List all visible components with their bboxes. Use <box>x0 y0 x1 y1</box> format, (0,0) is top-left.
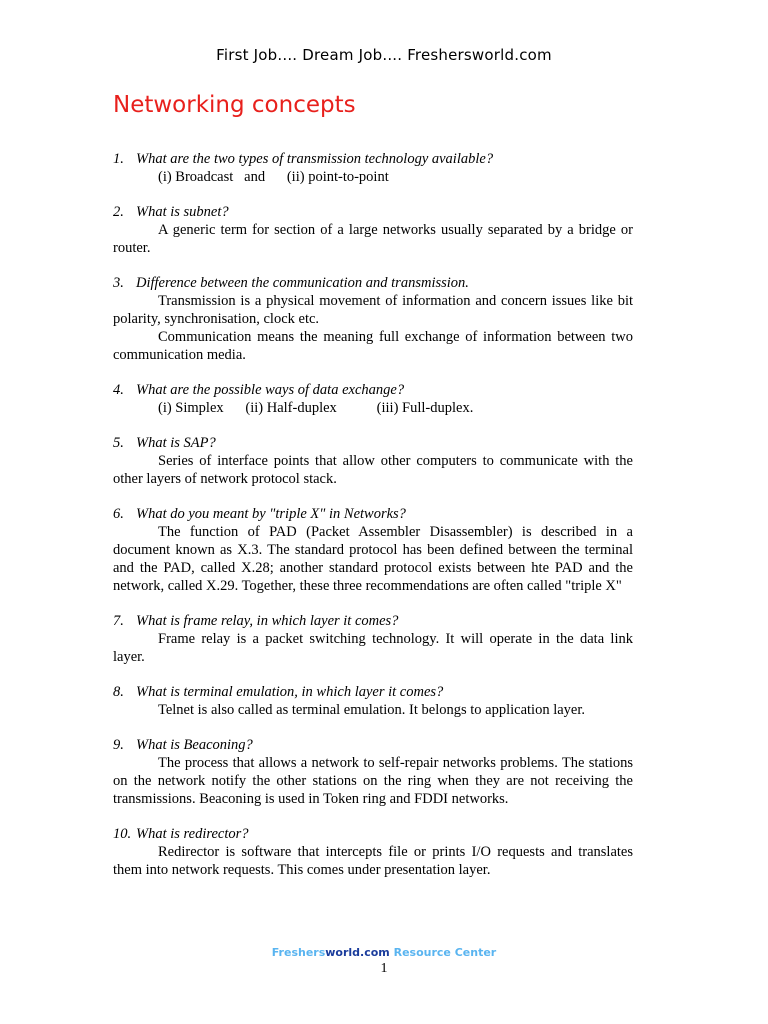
qa-item-10 <box>113 825 633 879</box>
question: 2. What is subnet? <box>113 204 229 220</box>
footer-brand-part1: Freshers <box>271 946 326 959</box>
answer: The process that allows a network to self-repair networks problems. The stations on the network notify the other stations on the ring when they are not receiving the transmissions. Beaconing is used in Token ring and FDDI networks. <box>113 755 633 807</box>
answer: The function of PAD (Packet Assembler Disassembler) is described in a document known as X.3. The standard protocol has been defined between the terminal and the PAD, called X.28; another standard protocol exists between hte PAD and the network, called X.29. Together, these three recommendations are often called "triple X" <box>113 524 633 594</box>
qa-item-6 <box>113 505 633 595</box>
footer-brand-part2: world.com <box>325 946 390 959</box>
page-number: 1 <box>380 961 388 976</box>
question: 4. What are the possible ways of data exchange? <box>113 382 405 398</box>
qa-item-7 <box>113 612 633 666</box>
answer-options: (i) Broadcast and (ii) point-to-point <box>158 169 389 185</box>
qa-item-9 <box>113 736 633 808</box>
qa-item-8 <box>113 683 633 719</box>
qa-item-5 <box>113 434 633 488</box>
question: 3. Difference between the communication and transmission. <box>113 275 469 291</box>
qa-item-4 <box>113 381 633 417</box>
answer-options: (i) Simplex (ii) Half-duplex (iii) Full-duplex. <box>158 400 474 416</box>
answer: Telnet is also called as terminal emulation. It belongs to application layer. <box>158 702 586 718</box>
qa-item-3 <box>113 274 633 364</box>
question: 9. What is Beaconing? <box>113 737 253 753</box>
question: 6. What do you meant by "triple X" in Networks? <box>113 506 406 522</box>
question: 5. What is SAP? <box>113 435 216 451</box>
page-footer <box>0 946 768 959</box>
answer: Redirector is software that intercepts file or prints I/O requests and translates them into network requests. This comes under presentation layer. <box>113 844 633 878</box>
question: 1. What are the two types of transmission technology available? <box>113 151 494 167</box>
question: 7. What is frame relay, in which layer it comes? <box>113 613 399 629</box>
page-header: First Job.... Dream Job.... Freshersworld.com <box>216 46 552 64</box>
qa-list <box>113 150 633 896</box>
answer: Series of interface points that allow other computers to communicate with the other layers of network protocol stack. <box>113 453 633 487</box>
footer-resource-center: Resource Center <box>389 946 497 959</box>
answer-continued: Communication means the meaning full exchange of information between two communication media. <box>113 329 633 363</box>
question: 10. What is redirector? <box>113 826 249 842</box>
question: 8. What is terminal emulation, in which layer it comes? <box>113 684 444 700</box>
answer: Transmission is a physical movement of information and concern issues like bit polarity, synchronisation, clock etc. <box>113 293 633 327</box>
answer: Frame relay is a packet switching technology. It will operate in the data link layer. <box>113 631 633 665</box>
page-title: Networking concepts <box>113 92 356 118</box>
qa-item-2 <box>113 203 633 257</box>
answer: A generic term for section of a large networks usually separated by a bridge or router. <box>113 222 633 256</box>
qa-item-1 <box>113 150 633 186</box>
